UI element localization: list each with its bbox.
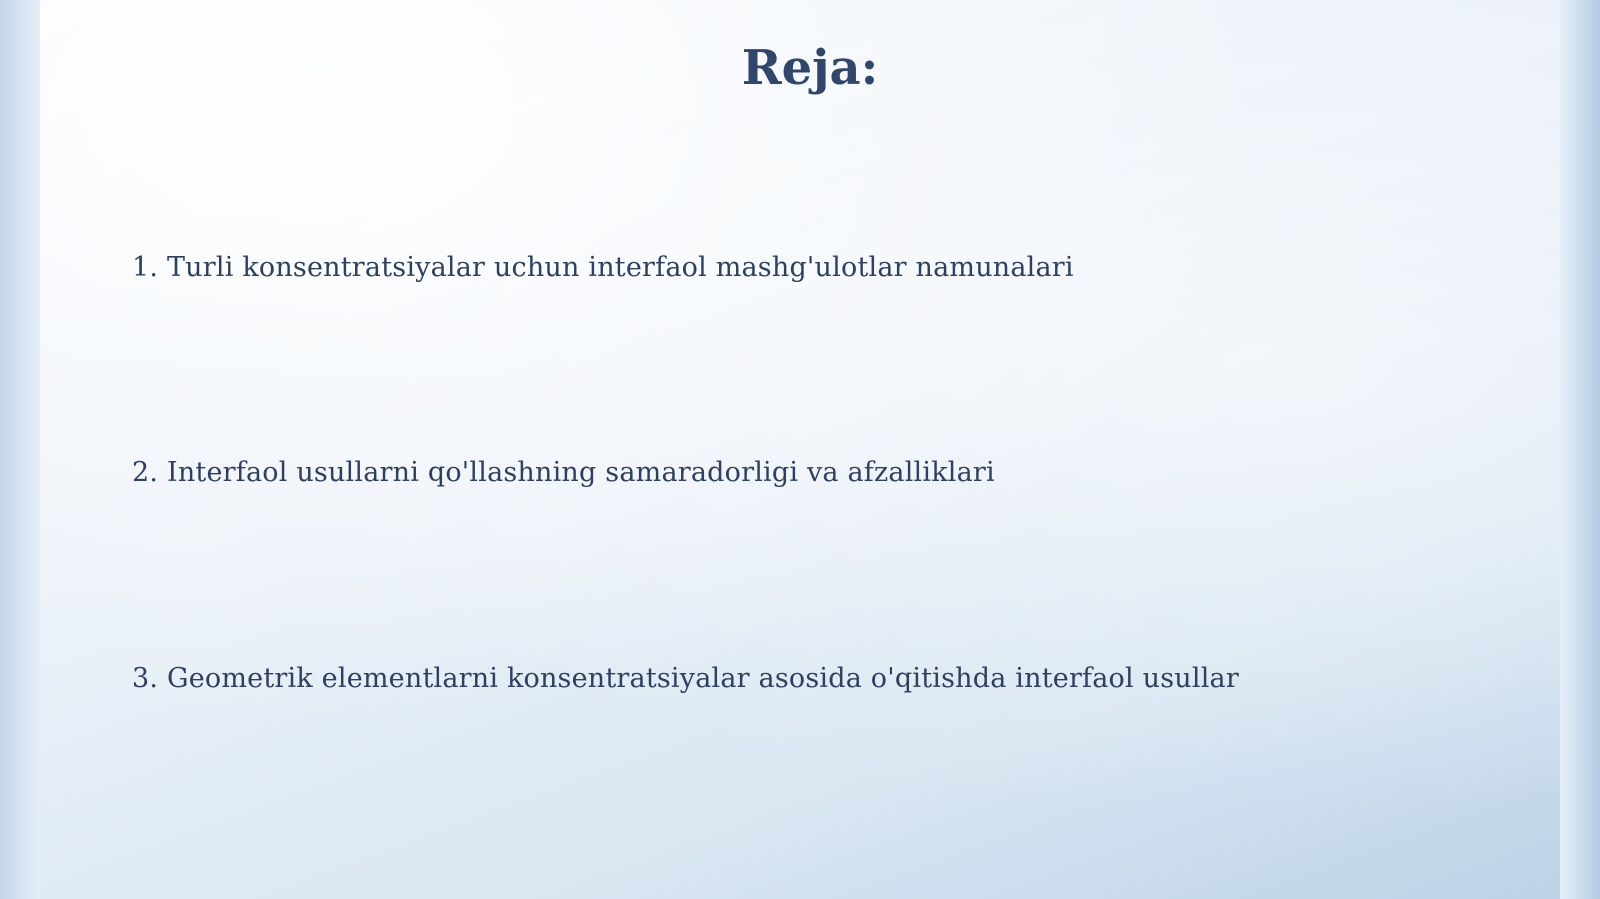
plan-item-text: Interfaol usullarni qo'llashning samaradorligi va afzalliklari (166, 457, 995, 488)
plan-item-2 (132, 457, 995, 488)
slide-title: Reja: (741, 40, 879, 96)
plan-item-3 (132, 663, 1239, 694)
plan-item-number: 1. (132, 252, 159, 283)
slide (40, 0, 1560, 899)
plan-item-1 (132, 252, 1074, 283)
plan-item-text: Geometrik elementlarni konsentratsiyalar asosida o'qitishda interfaol usullar (166, 663, 1239, 694)
plan-item-text: Turli konsentratsiyalar uchun interfaol mashg'ulotlar namunalari (166, 252, 1074, 283)
plan-item-number: 3. (132, 663, 159, 694)
plan-item-number: 2. (132, 457, 159, 488)
